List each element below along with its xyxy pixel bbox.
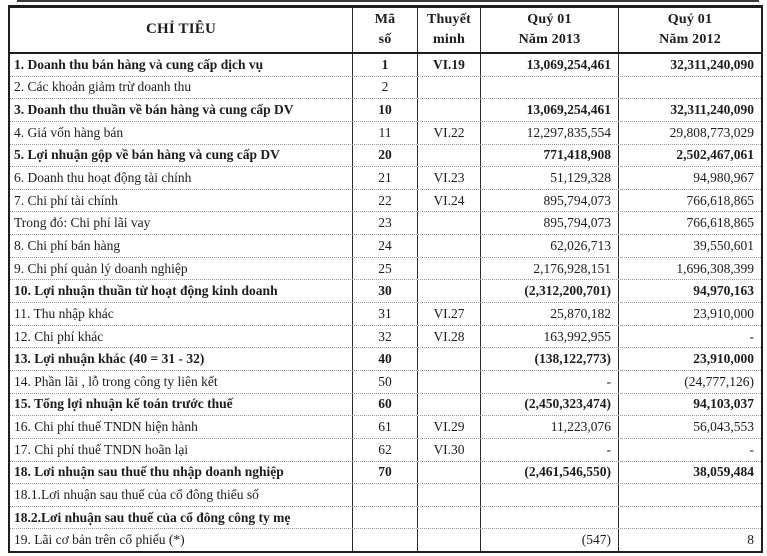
row-note-cell: VI.27 <box>417 303 480 325</box>
row-value-2012-cell: 23,910,000 <box>618 303 761 325</box>
row-label-cell: 16. Chi phí thuế TNDN hiện hành <box>14 419 198 435</box>
row-value-2012-cell <box>618 507 761 529</box>
row-value-2013-cell: 13,069,254,461 <box>480 99 618 121</box>
table-row <box>10 166 761 189</box>
row-value-2013-cell: 25,870,182 <box>480 303 618 325</box>
table-row <box>10 234 761 257</box>
row-label-cell: 6. Doanh thu hoạt động tài chính <box>14 170 192 186</box>
header-ma-so-line1: Mã <box>374 11 396 27</box>
row-value-2013-cell: (138,122,773) <box>480 348 618 370</box>
table-row <box>10 189 761 212</box>
row-value-2013-cell: 2,176,928,151 <box>480 258 618 280</box>
header-chi-tieu <box>10 8 352 52</box>
row-code-cell: 62 <box>352 439 417 461</box>
row-value-2013-cell: (547) <box>480 529 618 551</box>
row-value-2012-cell: 766,618,865 <box>618 212 761 234</box>
row-value-2013-cell: 895,794,073 <box>480 190 618 212</box>
row-note-cell: VI.23 <box>417 167 480 189</box>
row-label-cell: 19. Lãi cơ bản trên cổ phiếu (*) <box>14 532 185 548</box>
row-code-cell: 40 <box>352 348 417 370</box>
table-row <box>10 506 761 529</box>
row-code-cell <box>352 529 417 551</box>
row-code-cell: 60 <box>352 394 417 416</box>
row-value-2013-cell: (2,461,546,550) <box>480 462 618 484</box>
row-code-cell: 23 <box>352 212 417 234</box>
header-ma-so-line2: số <box>378 32 392 47</box>
row-label-cell: 11. Thu nhập khác <box>14 305 114 321</box>
row-note-cell <box>417 77 480 99</box>
header-thuyet-minh-line2: minh <box>433 32 465 47</box>
row-value-2013-cell: 12,297,835,554 <box>480 122 618 144</box>
row-label-cell: 15. Tổng lợi nhuận kế toán trước thuế <box>14 396 233 412</box>
header-quy01-2013 <box>480 8 618 52</box>
header-quy01-2012-line2: Năm 2012 <box>659 32 721 47</box>
table-row <box>10 393 761 416</box>
table-row <box>10 483 761 506</box>
row-note-cell: VI.19 <box>417 54 480 76</box>
row-note-cell <box>417 371 480 393</box>
row-value-2012-cell: - <box>618 439 761 461</box>
row-label-cell: 7. Chi phí tài chính <box>14 192 118 208</box>
row-value-2013-cell: (2,312,200,701) <box>480 280 618 302</box>
row-label-cell: 2. Các khoản giảm trừ doanh thu <box>14 79 192 95</box>
table-row <box>10 370 761 393</box>
row-code-cell: 21 <box>352 167 417 189</box>
row-code-cell: 24 <box>352 235 417 257</box>
row-value-2012-cell: 94,103,037 <box>618 394 761 416</box>
row-label-cell: 14. Phần lãi , lỗ trong công ty liên kết <box>14 373 218 389</box>
row-note-cell: VI.29 <box>417 416 480 438</box>
row-code-cell: 70 <box>352 462 417 484</box>
row-value-2013-cell: 771,418,908 <box>480 145 618 167</box>
row-value-2012-cell: - <box>618 326 761 348</box>
table-row <box>10 461 761 484</box>
row-note-cell <box>417 212 480 234</box>
row-note-cell <box>417 145 480 167</box>
row-value-2012-cell: 23,910,000 <box>618 348 761 370</box>
row-value-2012-cell: 32,311,240,090 <box>618 54 761 76</box>
row-value-2013-cell: 62,026,713 <box>480 235 618 257</box>
row-value-2013-cell <box>480 507 618 529</box>
row-value-2012-cell: 8 <box>618 529 761 551</box>
row-note-cell <box>417 484 480 506</box>
row-value-2012-cell: 29,808,773,029 <box>618 122 761 144</box>
row-value-2012-cell <box>618 77 761 99</box>
row-value-2013-cell: - <box>480 439 618 461</box>
row-value-2012-cell: 1,696,308,399 <box>618 258 761 280</box>
row-label-cell: 8. Chi phí bán hàng <box>14 237 121 253</box>
row-label-cell: 17. Chi phí thuế TNDN hoãn lại <box>14 441 189 457</box>
header-quy01-2012-line1: Quý 01 <box>667 11 713 27</box>
row-code-cell: 20 <box>352 145 417 167</box>
table-row <box>10 528 761 551</box>
row-note-cell <box>417 235 480 257</box>
row-value-2013-cell <box>480 77 618 99</box>
row-code-cell: 1 <box>352 54 417 76</box>
table-row <box>10 121 761 144</box>
row-value-2013-cell: 895,794,073 <box>480 212 618 234</box>
row-code-cell <box>352 484 417 506</box>
row-value-2012-cell: 32,311,240,090 <box>618 99 761 121</box>
row-label-cell: 18.2.Lơi nhuận sau thuế của cổ đông công ty mẹ <box>14 509 291 525</box>
row-value-2013-cell: 51,129,328 <box>480 167 618 189</box>
row-label-cell: 18. Lơi nhuận sau thuế thu nhập doanh nghiệp <box>14 464 284 480</box>
row-value-2012-cell: 94,970,163 <box>618 280 761 302</box>
row-note-cell: VI.30 <box>417 439 480 461</box>
row-code-cell: 31 <box>352 303 417 325</box>
table-row <box>10 54 761 76</box>
row-value-2012-cell: 39,550,601 <box>618 235 761 257</box>
header-chi-tieu-label: CHỈ TIÊU <box>145 21 217 38</box>
table-row <box>10 76 761 99</box>
row-code-cell: 25 <box>352 258 417 280</box>
row-value-2013-cell: 11,223,076 <box>480 416 618 438</box>
header-quy01-2013-line2: Năm 2013 <box>518 32 581 47</box>
row-note-cell <box>417 99 480 121</box>
table-row <box>10 98 761 121</box>
row-label-cell: 12. Chi phí khác <box>14 328 104 344</box>
header-thuyet-minh <box>417 8 480 52</box>
row-value-2012-cell: 38,059,484 <box>618 462 761 484</box>
row-note-cell <box>417 280 480 302</box>
table-header-row <box>10 8 761 54</box>
row-label-cell: 13. Lợi nhuận khác (40 = 31 - 32) <box>14 351 205 367</box>
row-note-cell <box>417 507 480 529</box>
header-quy01-2012 <box>618 8 761 52</box>
row-label-cell: 10. Lợi nhuận thuần từ hoạt động kinh doanh <box>14 283 278 299</box>
table-row <box>10 415 761 438</box>
row-code-cell: 10 <box>352 99 417 121</box>
row-code-cell: 2 <box>352 77 417 99</box>
row-value-2012-cell <box>618 484 761 506</box>
row-value-2013-cell: (2,450,323,474) <box>480 394 618 416</box>
header-thuyet-minh-line1: Thuyết <box>427 11 471 27</box>
row-value-2013-cell: - <box>480 371 618 393</box>
row-label-cell: 9. Chi phí quản lý doanh nghiệp <box>14 260 188 276</box>
row-code-cell: 50 <box>352 371 417 393</box>
row-code-cell: 22 <box>352 190 417 212</box>
table-row <box>10 144 761 167</box>
row-code-cell: 61 <box>352 416 417 438</box>
row-value-2013-cell: 163,992,955 <box>480 326 618 348</box>
row-value-2012-cell: 94,980,967 <box>618 167 761 189</box>
row-label-cell: 5. Lợi nhuận gộp về bán hàng và cung cấp DV <box>14 147 280 163</box>
row-label-cell: 4. Giá vốn hàng bán <box>14 124 124 140</box>
row-note-cell <box>417 348 480 370</box>
row-label-cell: 18.1.Lơi nhuận sau thuế của cổ đông thiểu số <box>14 486 259 502</box>
row-note-cell <box>417 394 480 416</box>
row-value-2012-cell: 2,502,467,061 <box>618 145 761 167</box>
table-row <box>10 211 761 234</box>
table-row <box>10 325 761 348</box>
scan-edge-artifact <box>17 0 759 2</box>
row-label-cell: 1. Doanh thu bán hàng và cung cấp dịch vụ <box>14 56 264 72</box>
table-body <box>10 54 761 551</box>
header-quy01-2013-line1: Quý 01 <box>527 11 572 27</box>
row-value-2013-cell: 13,069,254,461 <box>480 54 618 76</box>
row-note-cell <box>417 529 480 551</box>
row-note-cell: VI.28 <box>417 326 480 348</box>
income-statement-table <box>8 5 763 553</box>
table-row <box>10 279 761 302</box>
row-value-2012-cell: 766,618,865 <box>618 190 761 212</box>
row-code-cell <box>352 507 417 529</box>
row-value-2012-cell: (24,777,126) <box>618 371 761 393</box>
table-row <box>10 302 761 325</box>
row-code-cell: 30 <box>352 280 417 302</box>
table-row <box>10 257 761 280</box>
row-value-2013-cell <box>480 484 618 506</box>
row-note-cell: VI.24 <box>417 190 480 212</box>
row-note-cell <box>417 258 480 280</box>
row-note-cell <box>417 462 480 484</box>
row-label-cell: 3. Doanh thu thuần về bán hàng và cung cấp DV <box>14 102 294 118</box>
row-label-cell: Trong đó: Chi phí lãi vay <box>14 215 151 231</box>
table-row <box>10 438 761 461</box>
header-ma-so <box>352 8 417 52</box>
row-code-cell: 11 <box>352 122 417 144</box>
row-value-2012-cell: 56,043,553 <box>618 416 761 438</box>
row-note-cell: VI.22 <box>417 122 480 144</box>
row-code-cell: 32 <box>352 326 417 348</box>
table-row <box>10 347 761 370</box>
